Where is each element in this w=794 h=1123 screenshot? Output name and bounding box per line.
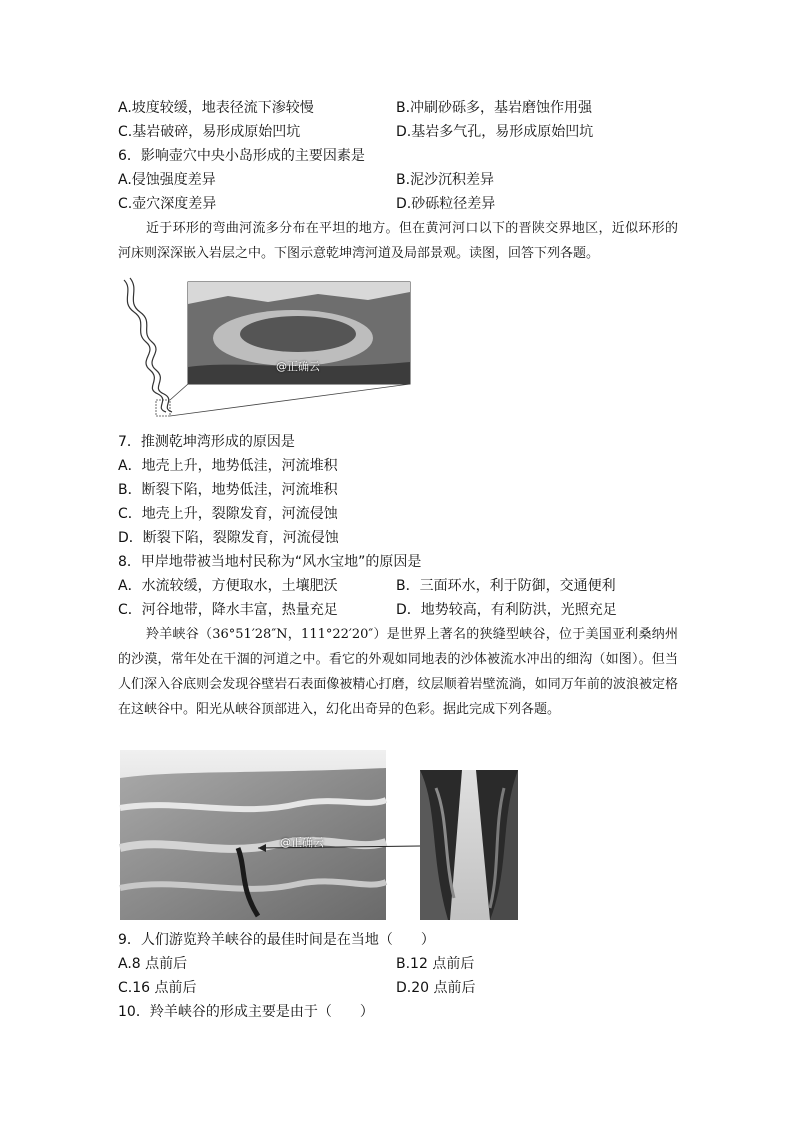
q5-option-d: D.基岩多气孔，易形成原始凹坑: [396, 124, 594, 140]
passage-antelope-canyon: [118, 622, 678, 722]
q9-option-d: D.20 点前后: [396, 980, 476, 996]
q9-option-b: B.12 点前后: [396, 956, 475, 972]
q10-stem: 10．羚羊峡谷的形成主要是由于（ ）: [118, 1004, 374, 1020]
watermark-label-2: @正确云: [280, 836, 324, 849]
q8-stem: 8．甲岸地带被当地村民称为“风水宝地”的原因是: [118, 554, 422, 570]
q9-option-c: C.16 点前后: [118, 980, 197, 996]
q5-option-c: C.基岩破碎，易形成原始凹坑: [118, 124, 301, 140]
q5-option-b: B.冲刷砂砾多，基岩磨蚀作用强: [396, 100, 593, 116]
q8-option-a: A．水流较缓，方便取水，土壤肥沃: [118, 578, 338, 594]
q6-option-c: C.壶穴深度差异: [118, 196, 217, 212]
watermark-label: @正确云: [276, 360, 320, 373]
q9-stem: 9．人们游览羚羊峡谷的最佳时间是在当地（ ）: [118, 932, 435, 948]
q6-option-d: D.砂砾粒径差异: [396, 196, 496, 212]
q6-option-b: B.泥沙沉积差异: [396, 172, 495, 188]
figure-antelope-canyon: [118, 748, 520, 922]
q9-option-a: A.8 点前后: [118, 956, 188, 972]
passage-qiankun-bay: [118, 216, 678, 266]
passage-antelope-text: 羚羊峡谷（36°51′28″N，111°22′20″）是世界上著名的狭缝型峡谷，位于美国亚利桑纳州的沙漠，常年处在干涸的河道之中。看它的外观如同地表的沙体被流水冲出的细沟（如图）。但当人们深入谷底则会发现谷壁岩石表面像被精心打磨，纹层顺着岩壁流淌，如同万年前的波浪被定格在这峡谷中。阳光从峡谷顶部进入，幻化出奇异的色彩。据此完成下列各题。: [118, 627, 678, 717]
q8-option-c: C．河谷地带，降水丰富，热量充足: [118, 602, 338, 618]
q7-stem: 7．推测乾坤湾形成的原因是: [118, 434, 295, 450]
passage-qiankun-text: 近于环形的弯曲河流多分布在平坦的地方。但在黄河河口以下的晋陕交界地区，近似环形的河床则深深嵌入岩层之中。下图示意乾坤湾河道及局部景观。读图，回答下列各题。: [118, 221, 678, 261]
q6-option-a: A.侵蚀强度差异: [118, 172, 216, 188]
q7-option-d: D．断裂下陷，裂隙发育，河流侵蚀: [118, 530, 339, 546]
q7-option-b: B．断裂下陷，地势低洼，河流堆积: [118, 482, 338, 498]
q8-option-b: B．三面环水，利于防御，交通便利: [396, 578, 616, 594]
figure-qiankun-bay: [118, 272, 418, 424]
q8-option-d: D．地势较高，有利防洪，光照充足: [396, 602, 617, 618]
q6-stem: 6．影响壶穴中央小岛形成的主要因素是: [118, 148, 365, 164]
q5-option-a: A.坡度较缓，地表径流下渗较慢: [118, 100, 314, 116]
q7-option-a: A．地壳上升，地势低洼，河流堆积: [118, 458, 338, 474]
river-map-illustration: [118, 272, 418, 424]
q7-option-c: C．地壳上升，裂隙发育，河流侵蚀: [118, 506, 338, 522]
